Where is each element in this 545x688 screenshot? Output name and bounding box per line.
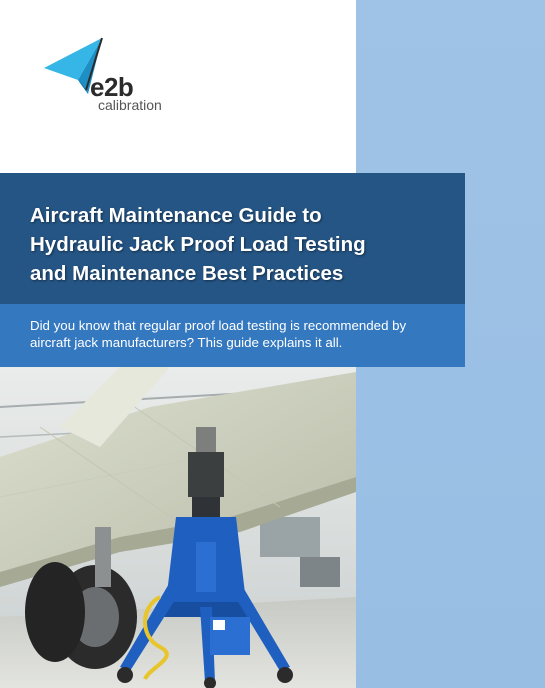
title-line-1: Aircraft Maintenance Guide to <box>30 204 322 227</box>
title-line-3: and Maintenance Best Practices <box>30 262 344 285</box>
logo-subtitle: calibration <box>98 97 162 113</box>
aircraft-jack-illustration <box>0 367 356 688</box>
title-line-2: Hydraulic Jack Proof Load Testing <box>30 233 366 256</box>
subtitle-line-1: Did you know that regular proof load testing is recommended by <box>30 318 407 333</box>
logo <box>40 36 190 126</box>
logo-brand: e2b <box>90 72 134 102</box>
aircraft-jack-photo <box>0 367 356 688</box>
title-band <box>0 173 465 304</box>
subtitle-band <box>0 304 465 367</box>
subtitle-line-2: aircraft jack manufacturers? This guide explains it all. <box>30 335 343 350</box>
page-title <box>30 201 447 288</box>
subtitle-text <box>30 317 447 351</box>
